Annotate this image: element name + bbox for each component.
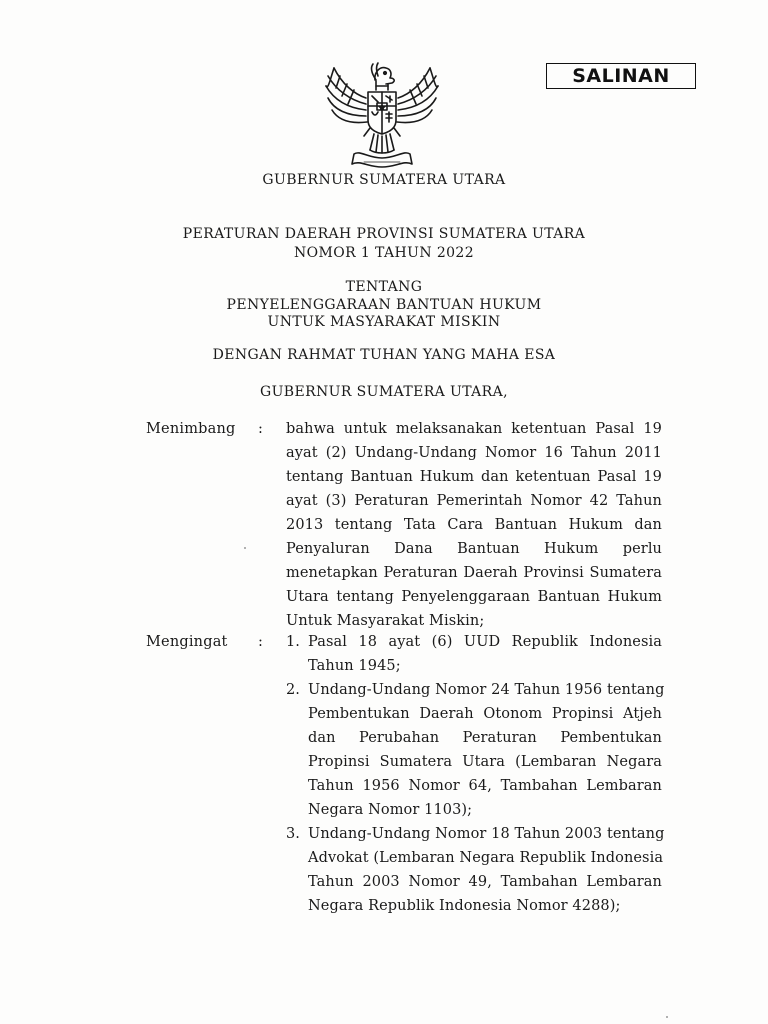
mengingat-item-line: Propinsi Sumatera Utara (Lembaran Negara [308, 754, 662, 770]
menimbang-line: ayat (3) Peraturan Pemerintah Nomor 42 Tahun [286, 493, 662, 509]
mengingat-item-line: Pembentukan Daerah Otonom Propinsi Atjeh [308, 706, 662, 722]
regulation-number: NOMOR 1 TAHUN 2022 [293, 245, 475, 261]
mengingat-item-line: Undang-Undang Nomor 18 Tahun 2003 tentang [308, 826, 665, 842]
menimbang-line: menetapkan Peraturan Daerah Provinsi Sumatera [286, 565, 662, 581]
garuda-emblem-icon [320, 54, 444, 172]
mengingat-item-number: 3. [286, 826, 300, 842]
mengingat-item-line: Advokat (Lembaran Negara Republik Indonesia [308, 850, 664, 866]
governor-enacting-line: GUBERNUR SUMATERA UTARA, [260, 384, 508, 400]
menimbang-line: 2013 tentang Tata Cara Bantuan Hukum dan [286, 517, 662, 533]
salinan-stamp: SALINAN [546, 63, 696, 89]
mengingat-item-line: Negara Nomor 1103); [308, 802, 473, 818]
mengingat-item-line: Negara Republik Indonesia Nomor 4288); [308, 898, 621, 914]
mengingat-item-line: dan Perubahan Peraturan Pembentukan [308, 730, 662, 746]
mengingat-item-line: Tahun 1956 Nomor 64, Tambahan Lembaran [308, 778, 662, 794]
mengingat-label: Mengingat [146, 634, 228, 650]
mengingat-item-line: Tahun 2003 Nomor 49, Tambahan Lembaran [308, 874, 662, 890]
mengingat-item-line: Undang-Undang Nomor 24 Tahun 1956 tentang [308, 682, 665, 698]
menimbang-label: Menimbang [146, 421, 236, 437]
menimbang-line: Penyaluran Dana Bantuan Hukum perlu [286, 541, 662, 557]
mengingat-colon: : [258, 634, 263, 650]
subject-line-2: UNTUK MASYARAKAT MISKIN [267, 314, 501, 330]
menimbang-line: Utara tentang Penyelenggaraan Bantuan Hukum [286, 589, 662, 605]
scan-speck [244, 547, 246, 549]
tentang-heading: TENTANG [345, 279, 423, 295]
subject-line-1: PENYELENGGARAAN BANTUAN HUKUM [226, 297, 542, 313]
mengingat-item-line: Pasal 18 ayat (6) UUD Republik Indonesia [308, 634, 662, 650]
menimbang-line: bahwa untuk melaksanakan ketentuan Pasal 19 [286, 421, 662, 437]
menimbang-colon: : [258, 421, 263, 437]
mengingat-item-line: Tahun 1945; [308, 658, 401, 674]
menimbang-line: Untuk Masyarakat Miskin; [286, 613, 485, 629]
mengingat-item-number: 1. [286, 634, 300, 650]
menimbang-line: ayat (2) Undang-Undang Nomor 16 Tahun 2011 [286, 445, 662, 461]
governor-title: GUBERNUR SUMATERA UTARA [262, 172, 506, 188]
regulation-title-line-1: PERATURAN DAERAH PROVINSI SUMATERA UTARA [182, 226, 586, 242]
scan-speck [666, 1016, 668, 1018]
mengingat-item-number: 2. [286, 682, 300, 698]
blessing-line: DENGAN RAHMAT TUHAN YANG MAHA ESA [212, 347, 556, 363]
menimbang-line: tentang Bantuan Hukum dan ketentuan Pasal 19 [286, 469, 662, 485]
